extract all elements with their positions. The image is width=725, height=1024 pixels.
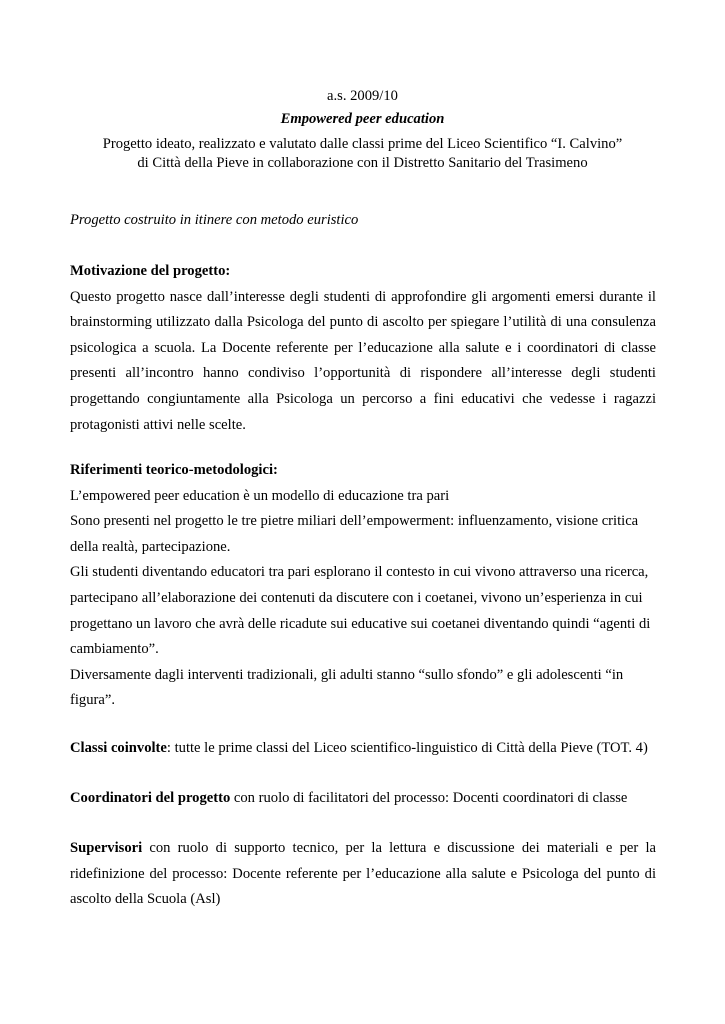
method-note: Progetto costruito in itinere con metodo euristico bbox=[70, 212, 359, 228]
paragraph-line: ridefinizione del processo: Docente referente per l’educazione alla salute e Psicologa del punto di bbox=[70, 865, 656, 882]
classi-label: Classi coinvolte bbox=[70, 740, 167, 756]
supervisori-label: Supervisori bbox=[70, 840, 143, 856]
section-heading: Riferimenti teorico-metodologici: bbox=[70, 462, 278, 478]
paragraph-line: progettano un lavoro che avrà delle ricadute sui educative sui coetanei diventando quindi “agenti di bbox=[70, 615, 651, 632]
paragraph-line: Questo progetto nasce dall’interesse degli studenti di approfondire gli argomenti emersi durante il bbox=[70, 288, 656, 305]
classi-text: : tutte le prime classi del Liceo scientifico-linguistico di Città della Pieve (TOT. 4) bbox=[166, 740, 648, 756]
paragraph-line: presenti all’incontro hanno condiviso l’opportunità di rispondere all’interesse degli studenti bbox=[70, 365, 656, 382]
paragraph-line: figura”. bbox=[70, 692, 115, 709]
project-description-line-1: Progetto ideato, realizzato e valutato dalle classi prime del Liceo Scientifico “I. Calvino” bbox=[102, 136, 623, 152]
coordinatori-text: con ruolo di facilitatori del processo: Docenti coordinatori di classe bbox=[230, 790, 628, 806]
section-riferimenti bbox=[70, 458, 656, 714]
paragraph-line: brainstorming utilizzato dalla Psicologa del punto di ascolto per spiegare l’utilità di una consulenza bbox=[70, 314, 656, 331]
paragraph-line: psicologica a scuola. La Docente referente per l’educazione alla salute e i coordinatori di classe bbox=[70, 339, 656, 356]
paragraph-line: della realtà, partecipazione. bbox=[70, 538, 231, 555]
project-description bbox=[60, 135, 665, 173]
project-title: Empowered peer education bbox=[280, 111, 445, 127]
paragraph-line: cambiamento”. bbox=[70, 641, 159, 658]
paragraph-line: L’empowered peer education è un modello di educazione tra pari bbox=[70, 487, 450, 504]
paragraph-line: protagonisti attivi nelle scelte. bbox=[70, 416, 246, 433]
school-year: a.s. 2009/10 bbox=[327, 88, 398, 104]
section-coordinatori bbox=[70, 786, 656, 812]
paragraph-line: ascolto della Scuola (Asl) bbox=[70, 891, 221, 908]
section-heading: Motivazione del progetto: bbox=[70, 263, 231, 279]
paragraph-line: Diversamente dagli interventi tradizionali, gli adulti stanno “sullo sfondo” e gli adolescenti “in bbox=[70, 666, 624, 683]
paragraph-line: Gli studenti diventando educatori tra pari esplorano il contesto in cui vivono attraverso una ricerca, bbox=[70, 564, 649, 581]
section-classi bbox=[70, 736, 656, 762]
section-supervisori bbox=[70, 836, 656, 913]
paragraph-line: Sono presenti nel progetto le tre pietre miliari dell’empowerment: influenzamento, visione critica bbox=[70, 513, 639, 530]
paragraph-line: progettando congiuntamente alla Psicologa un percorso a fini educativi che vedesse i ragazzi bbox=[70, 390, 656, 407]
paragraph-line: partecipano all’elaborazione dei contenuti da discutere con i coetanei, vivono un’esperienza in cui bbox=[70, 589, 643, 606]
section-motivazione bbox=[70, 259, 656, 438]
supervisori-text: con ruolo di supporto tecnico, per la lettura e discussione dei materiali e per la bbox=[142, 840, 656, 856]
project-description-line-2: di Città della Pieve in collaborazione con il Distretto Sanitario del Trasimeno bbox=[137, 155, 588, 171]
coordinatori-label: Coordinatori del progetto bbox=[70, 790, 231, 806]
